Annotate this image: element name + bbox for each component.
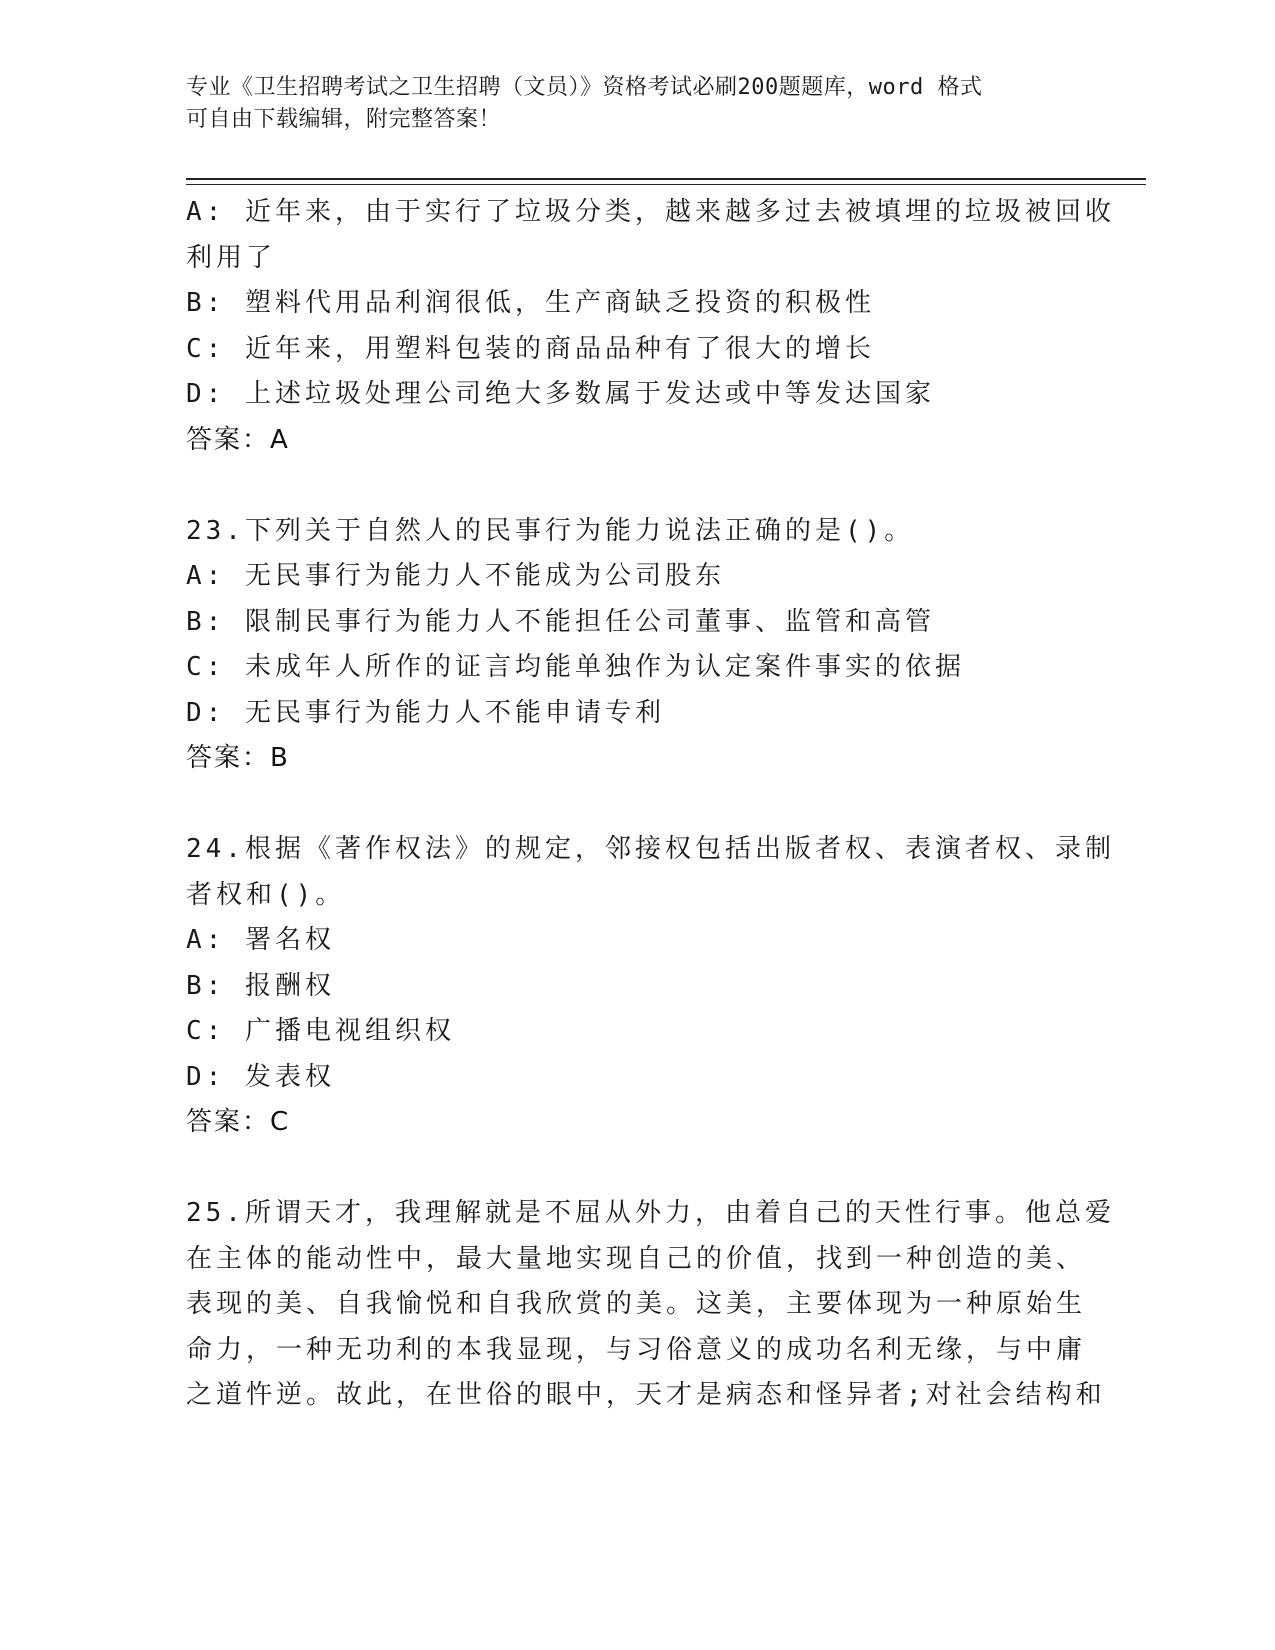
question-22 — [186, 190, 1115, 463]
q25-stem-line-2: 在主体的能动性中，最大量地实现自己的价值，找到一种创造的美、 — [186, 1243, 1087, 1274]
header-title-line-1: 专业《卫生招聘考试之卫生招聘（文员）》资格考试必刷200题题库，word 格式 — [186, 75, 983, 100]
q24-stem-line-2: 者权和()。 — [186, 879, 346, 910]
q24-option-a: A: 署名权 — [186, 925, 335, 955]
q23-option-b: B: 限制民事行为能力人不能担任公司董事、监管和高管 — [186, 606, 935, 637]
spacer — [186, 782, 1086, 828]
q24-option-d: D: 发表权 — [186, 1061, 335, 1092]
header-divider-thick — [186, 178, 1146, 180]
header-divider-thin — [186, 184, 1146, 185]
question-23 — [186, 509, 1086, 782]
q22-option-d: D: 上述垃圾处理公司绝大多数属于发达或中等发达国家 — [186, 379, 935, 409]
q24-stem-line-1: 24.根据《著作权法》的规定，邻接权包括出版者权、表演者权、录制 — [186, 834, 1115, 864]
q23-answer: 答案：B — [186, 743, 290, 773]
q23-option-d: D: 无民事行为能力人不能申请专利 — [186, 697, 665, 728]
q24-answer: 答案：C — [186, 1107, 291, 1137]
header-title-line-2: 可自由下载编辑，附完整答案！ — [186, 107, 502, 132]
q24-option-b: B: 报酬权 — [186, 970, 335, 1001]
q25-stem-line-3: 表现的美、自我愉悦和自我欣赏的美。这美，主要体现为一种原始生 — [186, 1289, 1087, 1319]
spacer — [186, 1146, 1086, 1192]
q24-option-c: C: 广播电视组织权 — [186, 1016, 455, 1046]
spacer — [186, 463, 1086, 509]
question-25 — [186, 1191, 1115, 1419]
q25-stem-line-1: 25.所谓天才，我理解就是不屈从外力，由着自己的天性行事。他总爱 — [186, 1198, 1115, 1228]
q23-option-a: A: 无民事行为能力人不能成为公司股东 — [186, 561, 725, 591]
q25-stem-line-4: 命力，一种无功利的本我显现，与习俗意义的成功名利无缘，与中庸 — [186, 1334, 1087, 1365]
q22-option-b: B: 塑料代用品利润很低，生产商缺乏投资的积极性 — [186, 288, 875, 318]
q25-stem-line-5: 之道忤逆。故此，在世俗的眼中，天才是病态和怪异者;对社会结构和 — [186, 1380, 1106, 1410]
q23-option-c: C: 未成年人所作的证言均能单独作为认定案件事实的依据 — [186, 652, 965, 682]
question-24 — [186, 827, 1115, 1146]
q22-option-a-line-2: 利用了 — [186, 242, 277, 273]
q22-answer: 答案：A — [186, 424, 290, 455]
document-header — [186, 72, 1066, 136]
q22-option-c: C: 近年来，用塑料包装的商品品种有了很大的增长 — [186, 333, 875, 364]
document-body — [186, 190, 1115, 1419]
q22-option-a-line-1: A: 近年来，由于实行了垃圾分类，越来越多过去被填埋的垃圾被回收 — [186, 197, 1115, 227]
q23-stem: 23.下列关于自然人的民事行为能力说法正确的是()。 — [186, 515, 915, 546]
